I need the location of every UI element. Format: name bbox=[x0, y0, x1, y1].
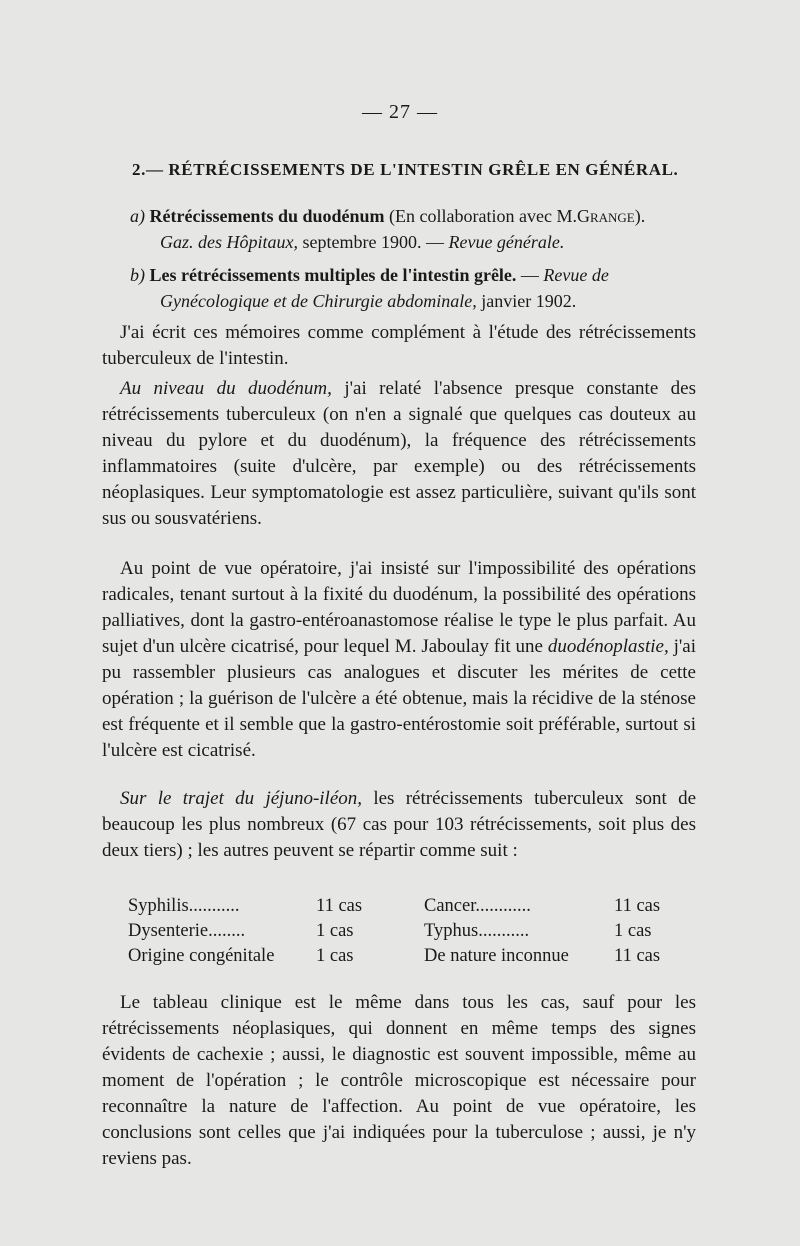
paragraph-3-body-b: j'ai pu rassembler plusieurs cas analogues et discuter les mérites de cette opération ; la guérison de l'ulcère a été obtenue, mais la récidive de la sténose est fréquente et il semble que la gastro-entérostomie soit préférable, surtout si l'ulcère est cicatrisé. bbox=[102, 636, 697, 761]
paragraph-2 bbox=[102, 376, 696, 532]
ref-b-journal2: Gynécologique et de Chirurgie abdominale, bbox=[160, 291, 477, 311]
table-cell: Cancer............ bbox=[424, 896, 531, 916]
ref-b-letter: b) bbox=[130, 265, 145, 285]
paragraph-2-body: j'ai relaté l'absence presque constante des rétrécissements tuberculeux (on n'en a signalé que quelques cas douteux au niveau du pylore et du duodénum), la fréquence des rétrécissements inflammatoires (suite d'ulcère, par exemple) ou des rétrécissements néoplasiques. Leur symptomatologie est assez particulière, suivant qu'ils sont sus ou sousvatériens. bbox=[102, 378, 697, 529]
paragraph-1: J'ai écrit ces mémoires comme complément à l'étude des rétrécissements tuberculeux de l'intestin. bbox=[102, 322, 696, 369]
cases-table bbox=[128, 896, 660, 971]
ref-a-name: Grange bbox=[576, 206, 635, 226]
table-cell: 1 cas bbox=[316, 921, 354, 941]
reference-b bbox=[130, 262, 696, 314]
ref-b-journal: Revue de bbox=[543, 265, 609, 285]
table-cell: 1 cas bbox=[316, 946, 354, 966]
page-number: — 27 — bbox=[362, 101, 438, 123]
table-cell: Dysenterie........ bbox=[128, 921, 246, 941]
section-title: 2.— RÉTRÉCISSEMENTS DE L'INTESTIN GRÊLE EN GÉNÉRAL. bbox=[132, 160, 679, 179]
reference-a bbox=[130, 203, 696, 255]
paragraph-4-body: les rétrécissements tuberculeux sont de beaucoup les plus nombreux (67 cas pour 103 rétrécissements, soit plus des deux tiers) ; les autres peuvent se répartir comme suit : bbox=[102, 788, 697, 861]
ref-a-date: septembre 1900. — bbox=[302, 232, 444, 252]
ref-a-title: Rétrécissements du duodénum bbox=[149, 206, 385, 226]
ref-a-rest: (En collaboration avec M. bbox=[389, 206, 577, 226]
ref-a-journal: Gaz. des Hôpitaux, bbox=[160, 232, 298, 252]
table-cell: Typhus........... bbox=[424, 921, 530, 941]
ref-b-title: Les rétrécissements multiples de l'intestin grêle. bbox=[149, 265, 517, 285]
ref-a-letter: a) bbox=[130, 206, 145, 226]
table-cell: 11 cas bbox=[614, 896, 661, 916]
paragraph-2-lead: Au niveau du duodénum, bbox=[120, 378, 332, 399]
paragraph-3-body-a: Au point de vue opératoire, j'ai insisté sur l'impossibilité des opérations radicales, tenant surtout à la fixité du duodénum, la possibilité des opérations palliatives, dont la gastro-entéroanastomose réalise le type le plus parfait. Au sujet d'un ulcère cicatrisé, pour lequel M. Jaboulay fit une bbox=[102, 558, 696, 657]
table-cell: Syphilis........... bbox=[128, 896, 240, 916]
table-cell: Origine congénitale bbox=[128, 946, 275, 966]
ref-a-rest-end: ). bbox=[634, 206, 646, 226]
table-row bbox=[128, 921, 660, 946]
table-cell: 11 cas bbox=[614, 946, 661, 966]
table-row bbox=[128, 946, 660, 971]
paragraph-3 bbox=[102, 556, 696, 764]
paragraph-4 bbox=[102, 786, 696, 864]
table-cell: 11 cas bbox=[316, 896, 363, 916]
ref-b-date: janvier 1902. bbox=[481, 291, 577, 311]
table-row bbox=[128, 896, 660, 921]
ref-a-journal2: Revue générale. bbox=[448, 232, 565, 252]
paragraph-4-lead: Sur le trajet du jéjuno-iléon, bbox=[120, 788, 363, 809]
table-cell: De nature inconnue bbox=[424, 946, 569, 966]
ref-b-dash: — bbox=[520, 265, 539, 285]
table-cell: 1 cas bbox=[614, 921, 652, 941]
paragraph-3-italic: duodénoplastie, bbox=[547, 636, 669, 657]
paragraph-5: Le tableau clinique est le même dans tous les cas, sauf pour les rétrécissements néoplasiques, qui donnent en même temps des signes évidents de cachexie ; aussi, le diagnostic est souvent impossible, même au moment de l'opération ; le contrôle microscopique est nécessaire pour reconnaître la nature de l'affection. Au point de vue opératoire, les conclusions sont celles que j'ai indiquées pour la tuberculose ; aussi, je n'y reviens pas. bbox=[102, 992, 696, 1169]
